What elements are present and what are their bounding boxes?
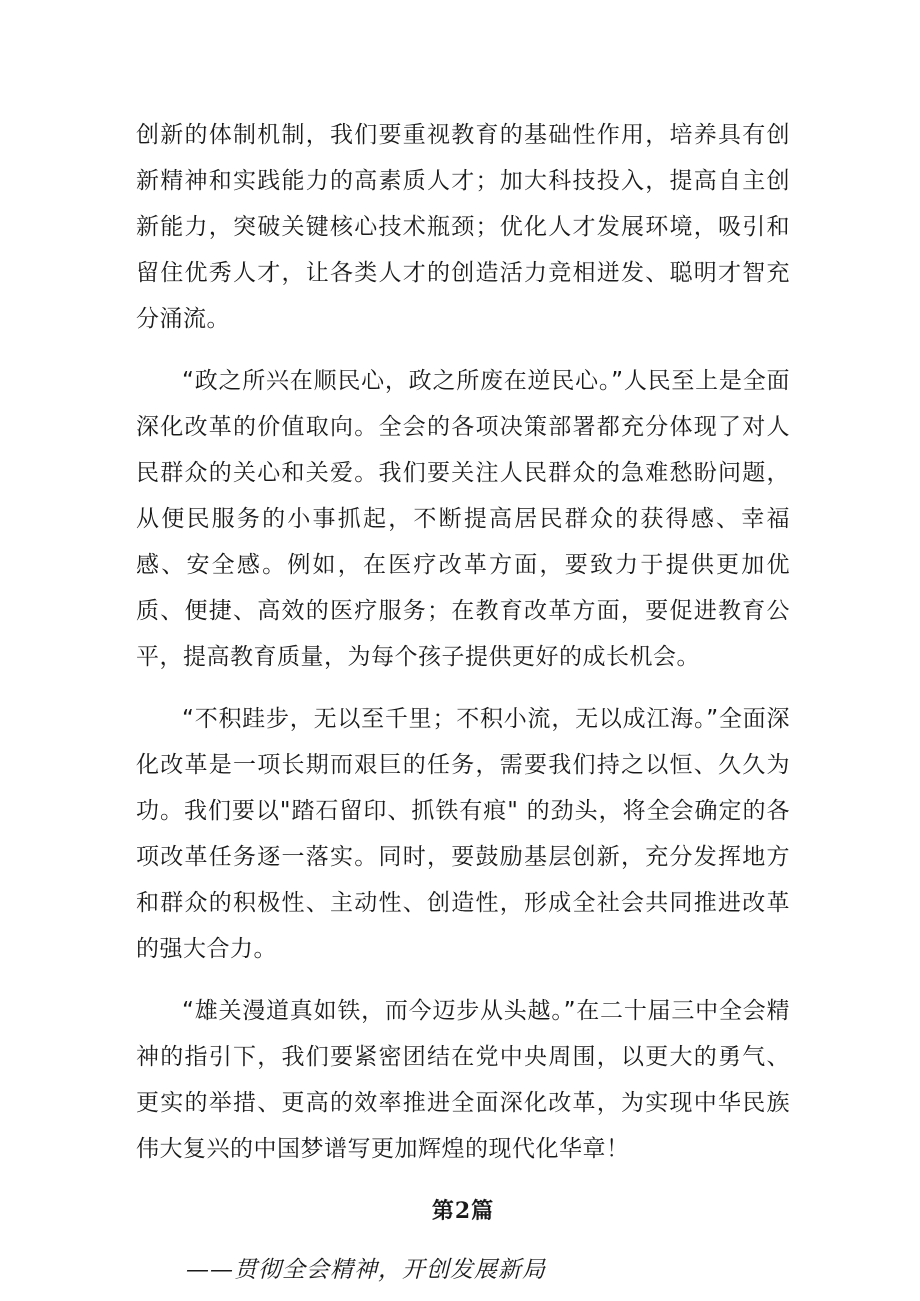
section-subtitle: ——贯彻全会精神，开创发展新局 [186,1257,546,1283]
paragraph-4: “雄关漫道真如铁，而今迈步从头越。”在二十届三中全会精神的指引下，我们要紧密团结在党中央周围，以更大的勇气、更实的举措、更高的效率推进全面深化改革，为实现中华民族伟大复兴的中国梦谱写更加辉煌的现代化华章！ [136,998,790,1162]
section-heading: 第2篇 [431,1198,495,1224]
paragraph-3: “不积跬步，无以至千里；不积小流，无以成江海。”全面深化改革是一项长期而艰巨的任务，需要我们持之以恒、久久为功。我们要以"踏石留印、抓铁有痕" 的劲头，将全会确定的各项改革任务逐一落实。同时，要鼓励基层创新，充分发挥地方和群众的积极性、主动性、创造性，形成全社会共同推进改革的强大合力。 [136,706,790,962]
paragraph-1: 创新的体制机制，我们要重视教育的基础性作用，培养具有创新精神和实践能力的高素质人才；加大科技投入，提高自主创新能力，突破关键核心技术瓶颈；优化人才发展环境，吸引和留住优秀人才，让各类人才的创造活力竞相迸发、聪明才智充分涌流。 [136,122,790,332]
paragraph-2: “政之所兴在顺民心，政之所废在逆民心。”人民至上是全面深化改革的价值取向。全会的各项决策部署都充分体现了对人民群众的关心和关爱。我们要关注人民群众的急难愁盼问题，从便民服务的小事抓起，不断提高居民群众的获得感、幸福感、安全感。例如，在医疗改革方面，要致力于提供更加优质、便捷、高效的医疗服务；在教育改革方面，要促进教育公平，提高教育质量，为每个孩子提供更好的成长机会。 [136,368,790,670]
